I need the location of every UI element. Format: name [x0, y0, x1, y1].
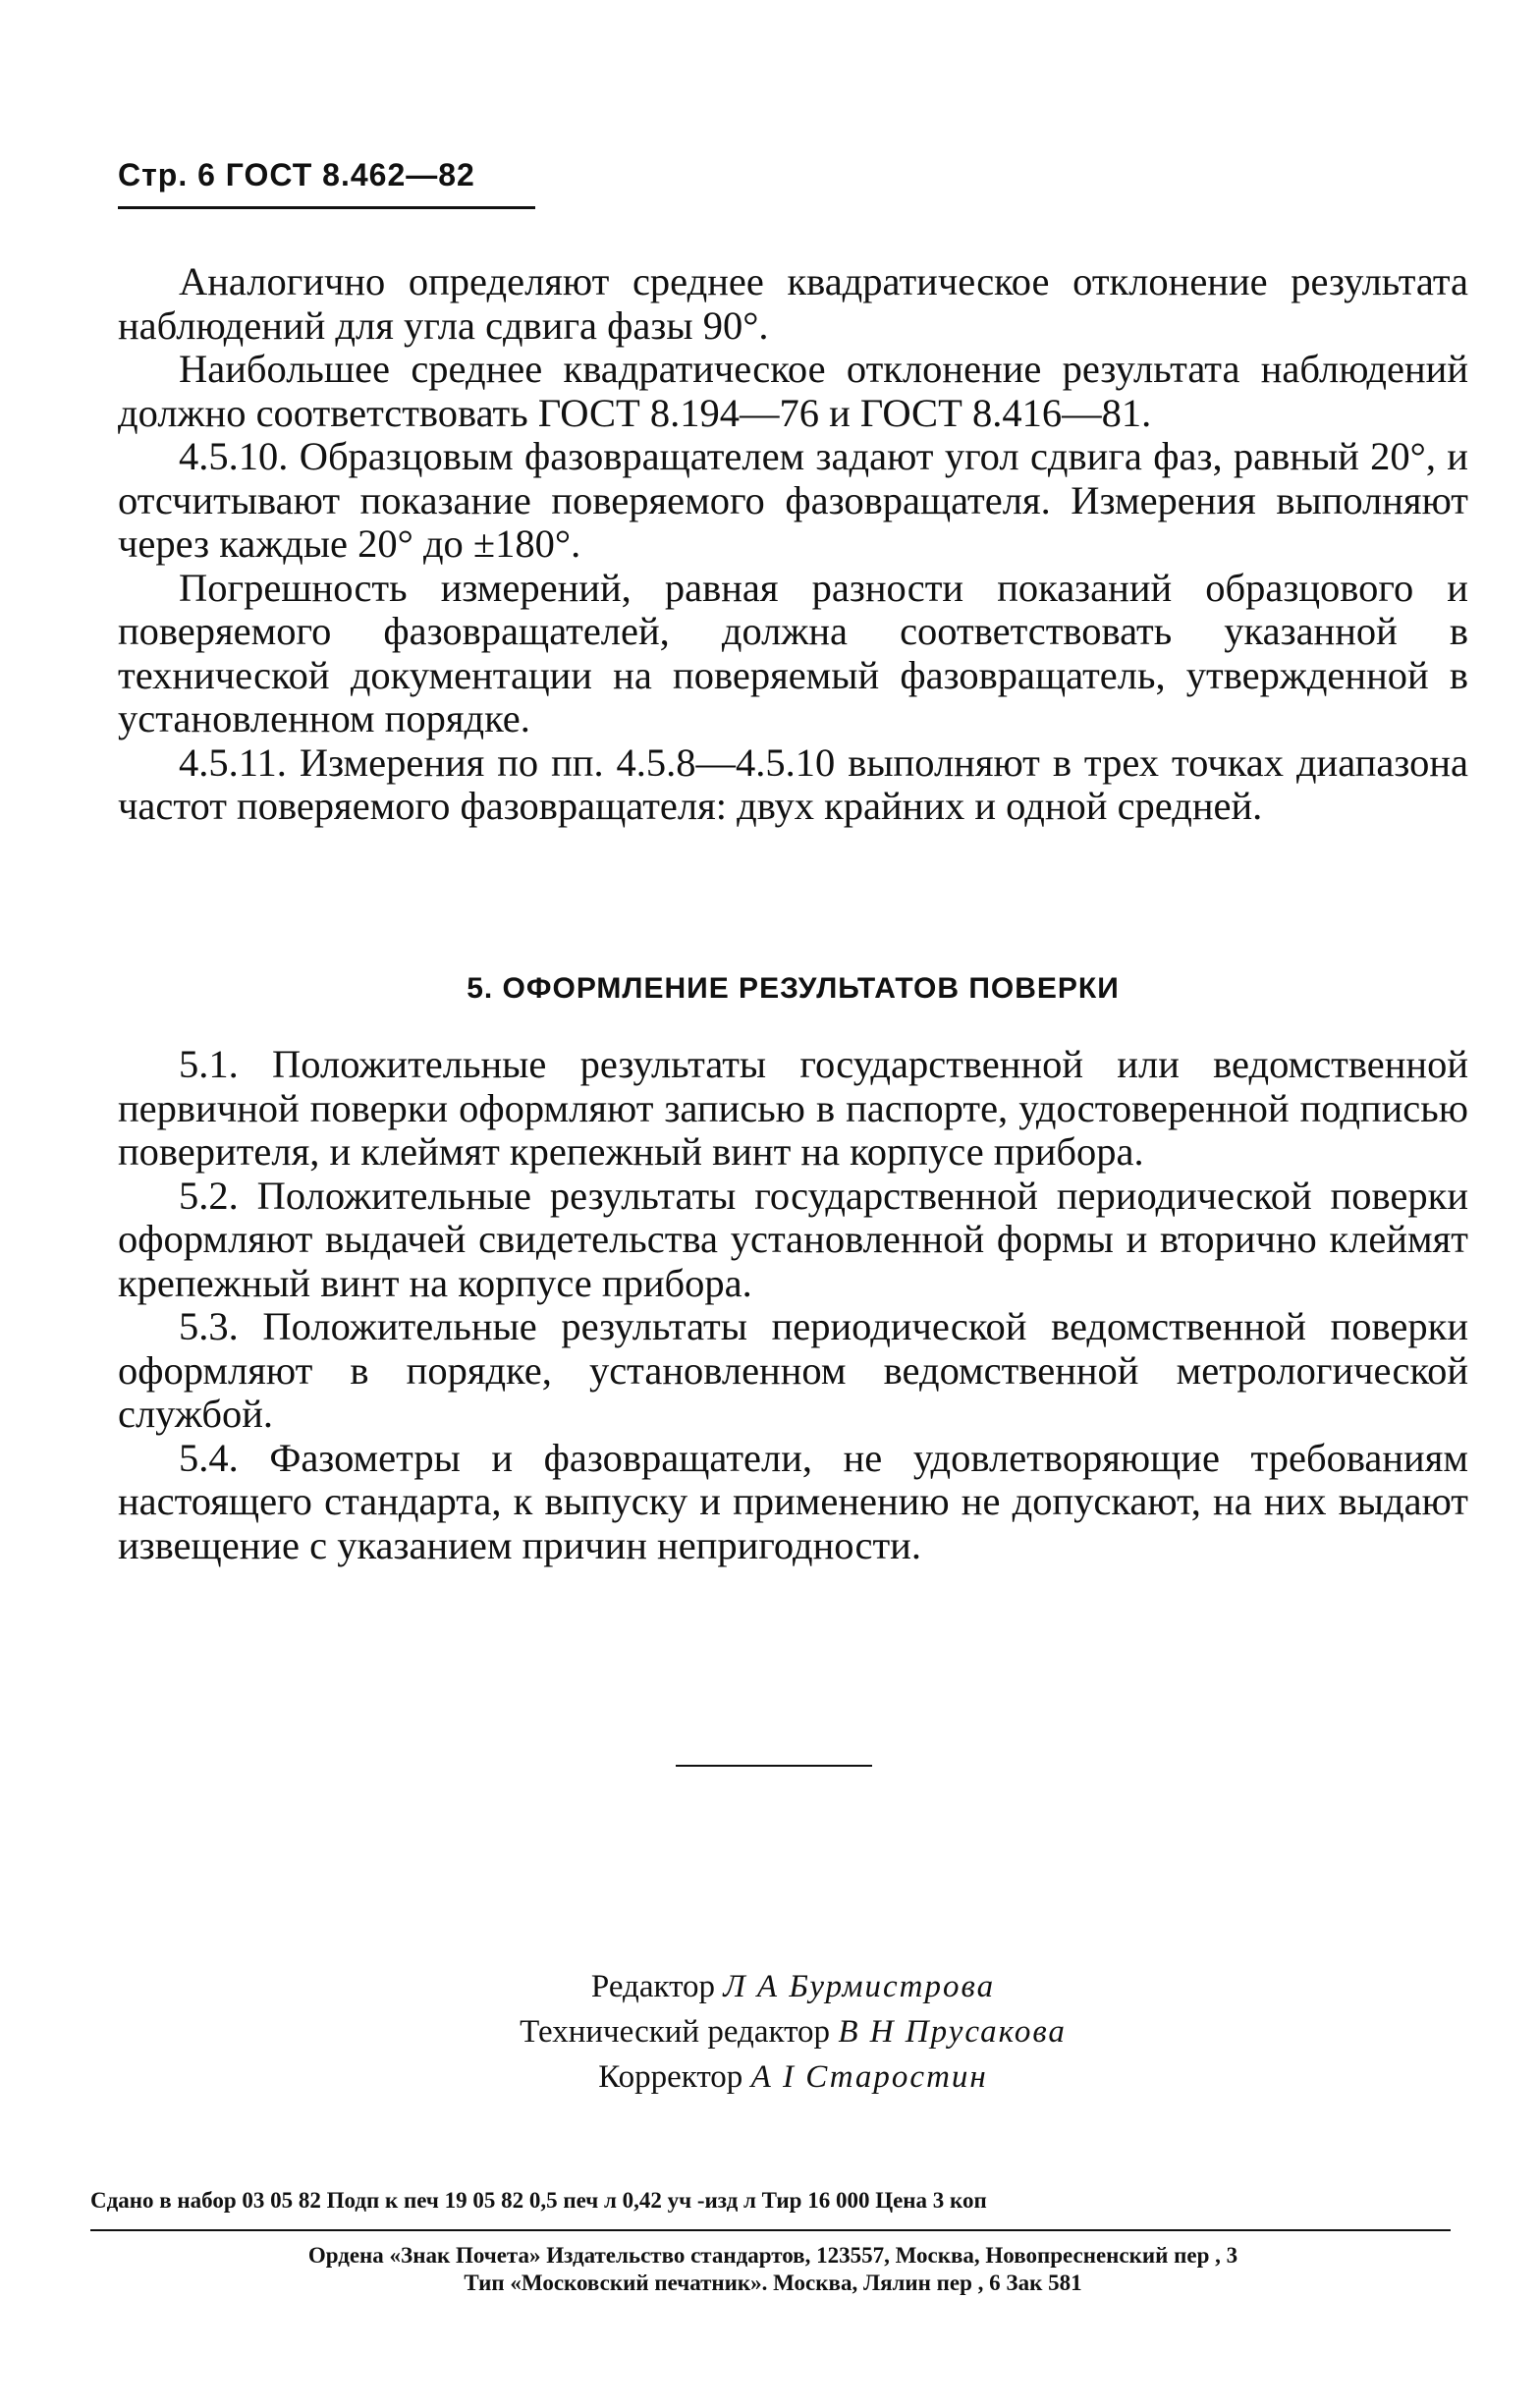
credit-editor [118, 1964, 1468, 2009]
credit-tech-editor [118, 2009, 1468, 2054]
credit-name: А I Старостин [750, 2059, 988, 2095]
publisher-info [90, 2242, 1456, 2297]
section-text [118, 1043, 1468, 1567]
paragraph: 4.5.10. Образцовым фазовращателем задают угол сдвига фаз, равный 20°, и отсчитывают показание поверяемого фазовращателя. Измерения выполняют через каждые 20° до ±180°. [118, 434, 1468, 566]
paragraph: Аналогично определяют среднее квадратическое отклонение результата наблюдений для угла сдвига фазы 90°. [118, 259, 1468, 348]
section-item: 5.2. Положительные результаты государственной периодической поверки оформляют выдачей свидетельства установленной формы и вторично клеймят крепежный винт на корпусе прибора. [118, 1173, 1468, 1305]
paragraph: Наибольшее среднее квадратическое отклонение результата наблюдений должно соответствовать ГОСТ 8.194—76 и ГОСТ 8.416—81. [118, 347, 1468, 435]
credit-name: Л А Бурмистрова [723, 1969, 996, 2004]
paragraph: 4.5.11. Измерения по пп. 4.5.8—4.5.10 выполняют в трех точках диапазона частот поверяемого фазовращателя: двух крайних и одной средней. [118, 739, 1468, 828]
credits [118, 1964, 1468, 2100]
section-title: 5. ОФОРМЛЕНИЕ РЕЗУЛЬТАТОВ ПОВЕРКИ [467, 972, 1120, 1005]
credit-role: Корректор [598, 2059, 743, 2095]
header-divider [118, 206, 535, 209]
end-divider [676, 1765, 872, 1767]
printer-line: Тип «Московский печатник». Москва, Лялин пер , 6 Зак 581 [464, 2271, 1082, 2295]
page-header: Стр. 6 ГОСТ 8.462—82 [118, 157, 475, 192]
credit-role: Редактор [590, 1969, 716, 2004]
credit-corrector [118, 2054, 1468, 2100]
section-item: 5.1. Положительные результаты государственной или ведомственной первичной поверки оформляют записью в паспорте, удостоверенной подписью поверителя, и клеймят крепежный винт на корпусе прибора. [118, 1042, 1468, 1174]
credit-role: Технический редактор [520, 2014, 831, 2050]
imprint-divider [90, 2229, 1451, 2231]
publisher-line: Ордена «Знак Почета» Издательство стандартов, 123557, Москва, Новопресненский пер , 3 [307, 2243, 1238, 2268]
section-item: 5.4. Фазометры и фазовращатели, не удовлетворяющие требованиям настоящего стандарта, к выпуску и применению не допускают, на них выдают извещение с указанием причин непригодности. [118, 1435, 1468, 1567]
paragraph: Погрешность измерений, равная разности показаний образцового и поверяемого фазовращателей, должна соответствовать указанной в технической документации на поверяемый фазовращатель, утвержденной в установленном порядке. [118, 565, 1468, 740]
body-text [118, 260, 1468, 829]
imprint-line: Сдано в набор 03 05 82 Подп к печ 19 05 82 0,5 печ л 0,42 уч -изд л Тир 16 000 Цена 3 коп [90, 2188, 987, 2213]
section-item: 5.3. Положительные результаты периодической ведомственной поверки оформляют в порядке, установленном ведомственной метрологической службой. [118, 1304, 1468, 1436]
credit-name: В Н Прусакова [838, 2014, 1067, 2050]
